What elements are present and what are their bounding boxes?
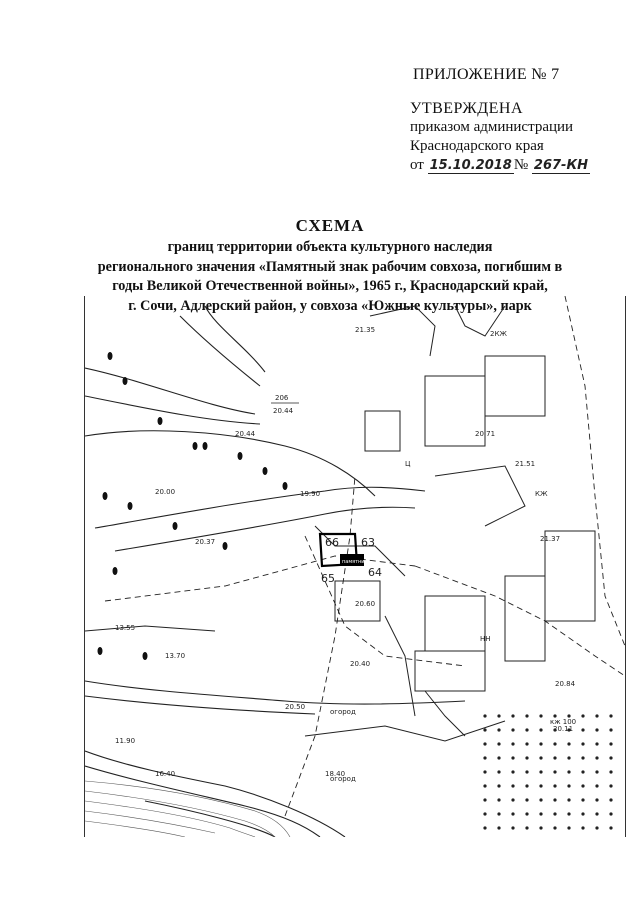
orchard-dot <box>525 756 528 759</box>
orchard-dot <box>525 728 528 731</box>
orchard-dot <box>609 728 612 731</box>
svg-text:13.70: 13.70 <box>165 652 186 660</box>
orchard-dot <box>581 770 584 773</box>
orchard-dot <box>525 770 528 773</box>
document-title: СХЕМА <box>295 216 365 235</box>
tree-icon <box>103 492 108 500</box>
orchard-dot <box>497 826 500 829</box>
orchard-dot <box>525 826 528 829</box>
orchard-dot <box>539 728 542 731</box>
orchard-dot <box>539 714 542 717</box>
orchard-dot <box>581 714 584 717</box>
tree-icon <box>203 442 208 450</box>
orchard-dot <box>609 784 612 787</box>
orchard-dot <box>511 826 514 829</box>
orchard-dot <box>511 728 514 731</box>
orchard-dot <box>497 770 500 773</box>
order-date-line <box>410 156 590 175</box>
orchard-dot <box>525 798 528 801</box>
orchard-dot <box>553 742 556 745</box>
svg-text:11.90: 11.90 <box>115 737 136 745</box>
tree-icon <box>283 482 288 490</box>
svg-text:18.40: 18.40 <box>325 770 346 778</box>
orchard-dot <box>511 742 514 745</box>
orchard-dot <box>539 784 542 787</box>
orchard-dot <box>581 784 584 787</box>
orchard-dot <box>497 784 500 787</box>
zone-label: огород <box>330 775 356 783</box>
orchard-dot <box>511 714 514 717</box>
svg-text:20.84: 20.84 <box>555 680 576 688</box>
orchard-dot <box>497 756 500 759</box>
zone-label: огород <box>330 708 356 716</box>
orchard-dot <box>595 812 598 815</box>
svg-text:20.60: 20.60 <box>355 600 376 608</box>
orchard-dot <box>539 798 542 801</box>
topographic-map <box>84 296 626 837</box>
parcel-number-66: 66 <box>325 536 339 549</box>
orchard-dot <box>595 742 598 745</box>
orchard-dot <box>609 714 612 717</box>
orchard-dot <box>553 756 556 759</box>
orchard-dot <box>497 714 500 717</box>
orchard-dot <box>483 826 486 829</box>
zone-label: НН <box>480 635 491 643</box>
orchard-dot <box>483 798 486 801</box>
svg-text:16.40: 16.40 <box>155 770 176 778</box>
zone-label: Ц <box>405 460 411 468</box>
orchard-dot <box>581 756 584 759</box>
orchard-dot <box>595 770 598 773</box>
orchard-dot <box>581 728 584 731</box>
orchard-dot <box>539 812 542 815</box>
orchard-dot <box>483 770 486 773</box>
title-line-3: годы Великой Отечественной войны», 1965 г., Краснодарский край, <box>112 278 548 294</box>
orchard-dot <box>483 756 486 759</box>
parcel-number-65: 65 <box>321 572 335 585</box>
orchard-dot <box>609 798 612 801</box>
survey-lines <box>105 296 625 816</box>
orchard-dot <box>511 784 514 787</box>
orchard-dot <box>553 784 556 787</box>
orchard-dot <box>595 728 598 731</box>
orchard-dot <box>497 742 500 745</box>
orchard-dot <box>595 826 598 829</box>
orchard-dot <box>595 714 598 717</box>
orchard-dot <box>483 714 486 717</box>
orchard-dot <box>595 784 598 787</box>
tree-icon <box>98 647 103 655</box>
tree-icon <box>113 567 118 575</box>
svg-text:20.50: 20.50 <box>285 703 306 711</box>
orchard-dot <box>539 826 542 829</box>
orchard-dot <box>609 742 612 745</box>
orchard-dot <box>595 756 598 759</box>
orchard-dot <box>595 798 598 801</box>
tree-icon <box>263 467 268 475</box>
orchard-dot <box>567 756 570 759</box>
orchard-dot <box>609 756 612 759</box>
orchard-dot <box>581 826 584 829</box>
orchard-dot <box>553 826 556 829</box>
svg-text:13.55: 13.55 <box>115 624 136 632</box>
orchard-dot <box>525 742 528 745</box>
tree-icon <box>173 522 178 530</box>
orchard-dot <box>581 812 584 815</box>
orchard-dot <box>581 742 584 745</box>
orchard-dot <box>525 812 528 815</box>
map-drawing <box>85 296 625 837</box>
title-line-2: регионального значения «Памятный знак рабочим совхоза, погибшим в <box>97 258 563 275</box>
orchard-dot <box>483 742 486 745</box>
svg-text:20.71: 20.71 <box>475 430 496 438</box>
orchard-dots <box>483 714 612 829</box>
orchard-dot <box>525 714 528 717</box>
road-lines <box>85 306 465 837</box>
tree-icon <box>108 352 113 360</box>
orchard-dot <box>497 798 500 801</box>
orchard-dot <box>567 812 570 815</box>
orchard-dot <box>553 798 556 801</box>
zone-label: КЖ <box>535 490 548 498</box>
orchard-dot <box>483 728 486 731</box>
orchard-dot <box>609 812 612 815</box>
number-prefix: № <box>513 157 529 173</box>
orchard-dot <box>609 826 612 829</box>
svg-text:20.00: 20.00 <box>155 488 176 496</box>
orchard-dot <box>511 798 514 801</box>
orchard-dot <box>553 812 556 815</box>
orchard-dot <box>525 784 528 787</box>
orchard-dot <box>567 742 570 745</box>
zone-label: 2КЖ <box>490 330 507 338</box>
tree-icon <box>238 452 243 460</box>
svg-text:21.37: 21.37 <box>540 535 561 543</box>
order-line-2: Краснодарского края <box>410 138 544 154</box>
order-line-1: приказом администрации <box>410 119 574 135</box>
orchard-dot <box>483 784 486 787</box>
orchard-dot <box>511 756 514 759</box>
svg-text:20.11: 20.11 <box>553 725 574 733</box>
svg-text:20.44: 20.44 <box>235 430 256 438</box>
orchard-dot <box>567 784 570 787</box>
orchard-dot <box>567 826 570 829</box>
svg-text:21.35: 21.35 <box>355 326 376 334</box>
parcel-number-63: 63 <box>361 536 375 549</box>
orchard-dot <box>553 770 556 773</box>
title-line-1: границ территории объекта культурного наследия <box>167 239 493 255</box>
orchard-dot <box>483 812 486 815</box>
fraction-numerator: 206 <box>275 394 289 402</box>
monument-label: памятник <box>342 559 368 565</box>
orchard-dot <box>511 812 514 815</box>
svg-text:20.37: 20.37 <box>195 538 216 546</box>
tree-icon <box>123 377 128 385</box>
orchard-dot <box>581 798 584 801</box>
orchard-dot <box>497 728 500 731</box>
tree-icon <box>223 542 228 550</box>
zone-label: кж 100 <box>550 718 577 726</box>
svg-text:21.51: 21.51 <box>515 460 536 468</box>
orchard-dot <box>497 812 500 815</box>
orchard-dot <box>539 756 542 759</box>
handwritten-number: 267-КН <box>533 158 588 173</box>
contour-lines <box>85 781 290 837</box>
svg-text:19.90: 19.90 <box>300 490 321 498</box>
handwritten-date: 15.10.2018 <box>429 158 512 173</box>
appendix-label: ПРИЛОЖЕНИЕ № 7 <box>413 66 560 83</box>
tree-icon <box>143 652 148 660</box>
orchard-dot <box>609 770 612 773</box>
orchard-dot <box>567 798 570 801</box>
approval-block <box>410 99 590 175</box>
tree-icon <box>158 417 163 425</box>
orchard-dot <box>567 770 570 773</box>
svg-text:20.40: 20.40 <box>350 660 371 668</box>
parcel-number-64: 64 <box>368 566 382 579</box>
tree-icon <box>128 502 133 510</box>
date-prefix: от <box>410 157 424 173</box>
orchard-dot <box>539 770 542 773</box>
parcel-outlines <box>85 306 595 741</box>
fraction-denominator: 20.44 <box>273 407 294 415</box>
title-line-4: г. Сочи, Адлерский район, у совхоза «Южные культуры», парк <box>128 297 532 314</box>
approved-label: УТВЕРЖДЕНА <box>410 100 524 117</box>
orchard-dot <box>511 770 514 773</box>
orchard-dot <box>539 742 542 745</box>
tree-icon <box>193 442 198 450</box>
